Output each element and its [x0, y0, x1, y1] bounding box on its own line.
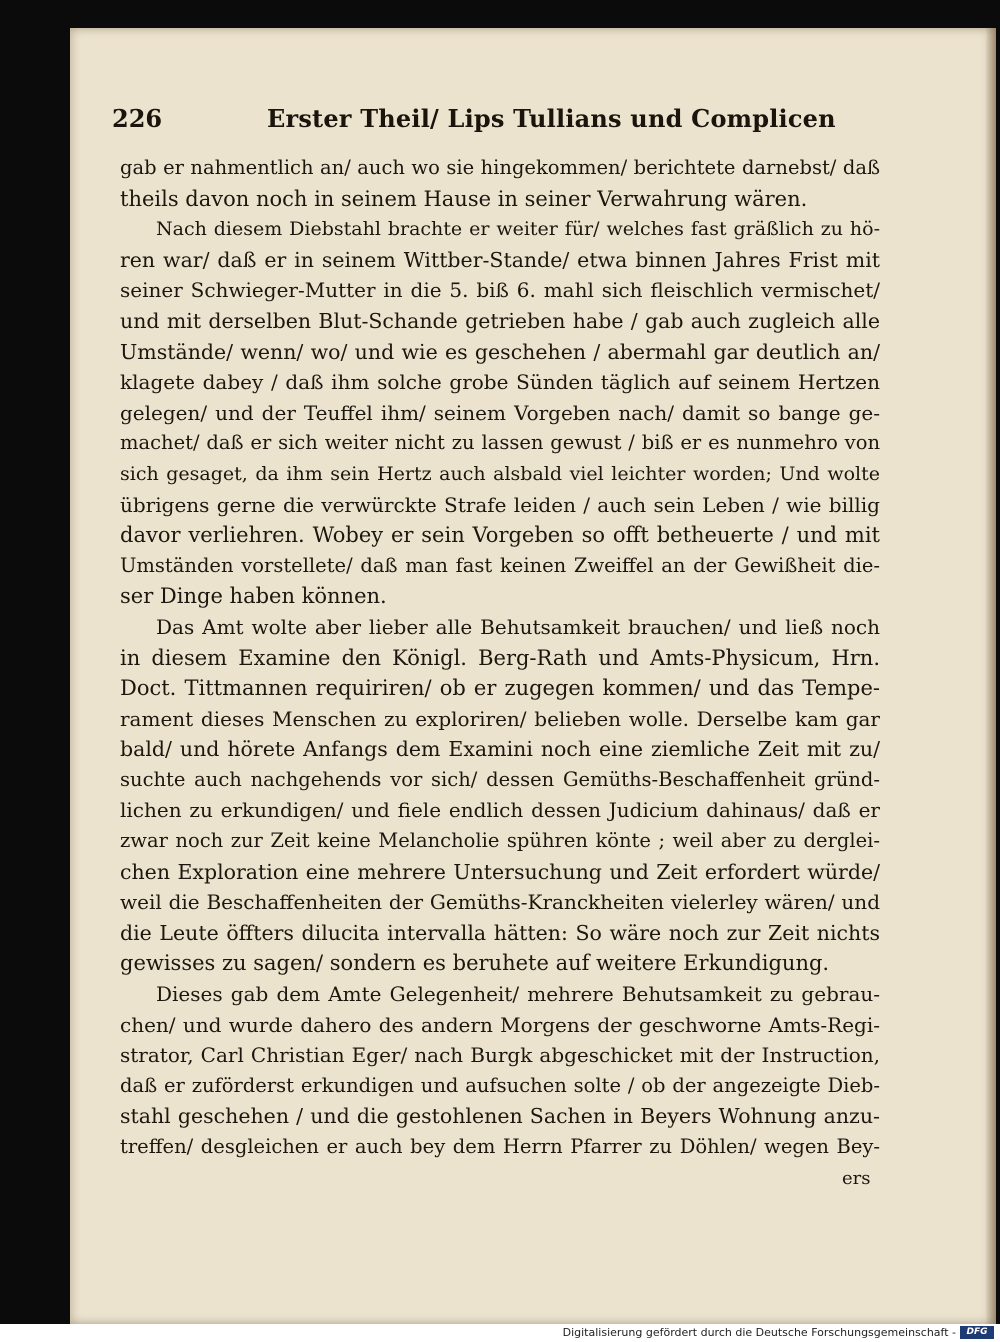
- text-line: Nach diesem Diebstahl brachte er weiter für/ welches fast gräßlich zu hö-: [156, 218, 880, 241]
- text-line: suchte auch nachgehends vor sich/ dessen Gemüths-Beschaffenheit gründ-: [120, 767, 880, 791]
- text-line: Dieses gab dem Amte Gelegenheit/ mehrere Behutsamkeit zu gebrau-: [156, 982, 880, 1007]
- text-line: weil die Beschaffenheiten der Gemüths-Kranckheiten vielerley wären/ und: [120, 890, 880, 915]
- text-line: Das Amt wolte aber lieber alle Behutsamkeit brauchen/ und ließ noch: [156, 614, 880, 639]
- text-line: stahl geschehen / und die gestohlenen Sachen in Beyers Wohnung anzu-: [120, 1104, 880, 1129]
- catchword: ers: [842, 1168, 871, 1189]
- text-line: gewisses zu sagen/ sondern es beruhete auf weitere Erkundigung.: [120, 951, 830, 976]
- page-number: 226: [112, 104, 163, 133]
- text-line: treffen/ desgleichen er auch bey dem Herrn Pfarrer zu Döhlen/ wegen Bey-: [120, 1135, 880, 1158]
- text-line: daß er zuförderst erkundigen und aufsuchen solte / ob der angezeigte Dieb-: [120, 1073, 880, 1097]
- text-line: gelegen/ und der Teuffel ihm/ seinem Vorgeben nach/ damit so bange ge-: [120, 400, 880, 425]
- dfg-logo-icon: DFG: [960, 1326, 994, 1339]
- text-line: Doct. Tittmannen requiriren/ ob er zugegen kommen/ und das Tempe-: [120, 676, 880, 701]
- text-line: und mit derselben Blut-Schande getrieben habe / gab auch zugleich alle: [120, 308, 880, 333]
- text-line: davor verliehren. Wobey er sein Vorgeben so offt betheuerte / und mit: [120, 523, 880, 548]
- text-line: ser Dinge haben können.: [120, 584, 387, 609]
- text-line: gab er nahmentlich an/ auch wo sie hingekommen/ berichtete darnebst/ daß: [120, 156, 880, 179]
- text-line: theils davon noch in seinem Hause in seiner Verwahrung wären.: [120, 186, 808, 211]
- text-line: zwar noch zur Zeit keine Melancholie spühren könte ; weil aber zu derglei-: [120, 829, 880, 853]
- page-edge-shadow: [986, 28, 996, 1324]
- text-line: strator, Carl Christian Eger/ nach Burgk abgeschicket mit der Instruction,: [120, 1043, 880, 1068]
- text-line: chen Exploration eine mehrere Untersuchung und Zeit erfordert würde/: [120, 859, 880, 884]
- digitization-footer: [0, 1324, 1000, 1342]
- text-line: Umstände/ wenn/ wo/ und wie es geschehen / abermahl gar deutlich an/: [120, 339, 880, 364]
- text-line: chen/ und wurde dahero des andern Morgens der geschworne Amts-Regi-: [120, 1012, 880, 1037]
- text-line: rament dieses Menschen zu exploriren/ belieben wolle. Derselbe kam gar: [120, 706, 880, 731]
- text-line: die Leute öffters dilucita intervalla hätten: So wäre noch zur Zeit nichts: [120, 920, 880, 945]
- text-line: ren war/ daß er in seinem Wittber-Stande/ etwa binnen Jahres Frist mit: [120, 247, 880, 272]
- text-line: lichen zu erkundigen/ und fiele endlich dessen Judicium dahinaus/ daß er: [120, 798, 880, 823]
- text-line: Umständen vorstellete/ daß man fast keinen Zweiffel an der Gewißheit die-: [120, 553, 880, 577]
- body-text: [120, 153, 880, 1163]
- text-line: klagete dabey / daß ihm solche grobe Sünden täglich auf seinem Hertzen: [120, 370, 880, 395]
- text-line: übrigens gerne die verwürckte Strafe leiden / auch sein Leben / wie billig: [120, 492, 880, 517]
- text-line: machet/ daß er sich weiter nicht zu lassen gewust / biß er es nunmehro von: [120, 431, 880, 455]
- text-line: seiner Schwieger-Mutter in die 5. biß 6. mahl sich fleischlich vermischet/: [120, 278, 880, 303]
- running-title: Erster Theil/ Lips Tullians und Complicen: [267, 104, 836, 133]
- funding-credit: Digitalisierung gefördert durch die Deutsche Forschungsgemeinschaft -: [562, 1326, 956, 1339]
- text-line: in diesem Examine den Königl. Berg-Rath und Amts-Physicum, Hrn.: [120, 645, 880, 670]
- text-line: bald/ und hörete Anfangs dem Examini noch eine ziemliche Zeit mit zu/: [120, 737, 880, 762]
- text-line: sich gesaget, da ihm sein Hertz auch alsbald viel leichter worden; Und wolte: [120, 462, 880, 485]
- page-header: [112, 100, 872, 140]
